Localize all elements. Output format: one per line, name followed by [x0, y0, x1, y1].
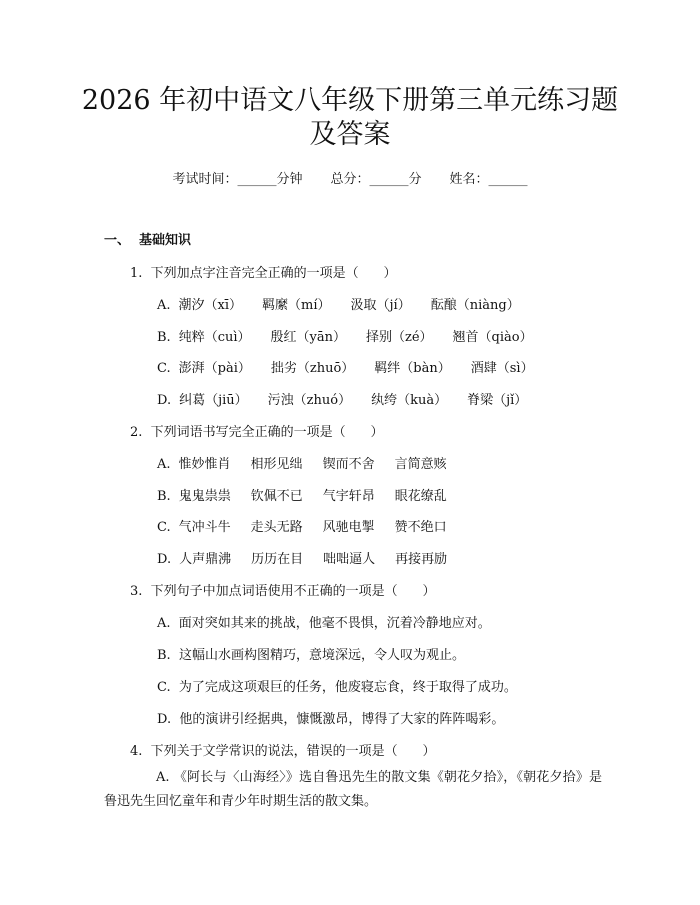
option-word: 污浊（zhuó）: [267, 393, 352, 408]
question-4-option-a: A. 《阿长与〈山海经〉》选自鲁迅先生的散文集《朝花夕拾》，《朝花夕拾》是鲁迅先生回忆童年和青少年时期生活的散文集。: [104, 770, 602, 809]
question-1-option-d: [157, 389, 547, 408]
option-word: 眼花缭乱: [394, 489, 447, 504]
option-word: 历历在目: [251, 552, 304, 567]
option-word: 赞不绝口: [394, 520, 447, 535]
option-word: 纠葛（jiū）: [179, 393, 248, 408]
option-letter: C.: [157, 361, 171, 376]
option-word: 走头无路: [250, 520, 303, 535]
option-word: 言简意赅: [394, 457, 447, 472]
question-3-stem: 3. 下列句子中加点词语使用不正确的一项是（ ）: [130, 584, 436, 599]
option-letter: B.: [157, 330, 171, 345]
question-3-option-b: B. 这幅山水画构图精巧，意境深远，令人叹为观止。: [157, 648, 465, 663]
question-2-option-c: [157, 516, 467, 535]
exam-score: 总分：______分: [330, 172, 422, 187]
option-word: 澎湃（pài）: [178, 361, 251, 376]
option-word: 纨绔（kuà）: [371, 393, 448, 408]
option-word: 人声鼎沸: [179, 552, 232, 567]
option-word: 风驰电掣: [322, 520, 375, 535]
question-3-option-a: A. 面对突如其来的挑战，他毫不畏惧，沉着冷静地应对。: [157, 616, 491, 631]
option-letter: C.: [157, 520, 171, 535]
student-name: 姓名：______: [449, 172, 528, 187]
question-3-option-d: D. 他的演讲引经据典，慷慨激昂，博得了大家的阵阵喝彩。: [157, 712, 505, 727]
exam-meta: [0, 168, 700, 187]
question-3-option-c: C. 为了完成这项艰巨的任务，他废寝忘食，终于取得了成功。: [157, 680, 517, 695]
section-heading: 一、 基础知识: [104, 233, 192, 248]
question-1-stem: 1. 下列加点字注音完全正确的一项是（ ）: [130, 266, 397, 281]
question-4-stem: 4. 下列关于文学常识的说法，错误的一项是（ ）: [130, 744, 436, 759]
question-2-option-d: [157, 548, 467, 567]
option-letter: D.: [157, 393, 172, 408]
option-letter: B.: [157, 489, 171, 504]
option-word: 惟妙惟肖: [178, 457, 231, 472]
option-word: 钦佩不已: [250, 489, 303, 504]
option-word: 再接再励: [395, 552, 448, 567]
option-word: 择别（zé）: [365, 330, 433, 345]
question-1-option-a: [157, 294, 540, 313]
option-word: 翘首（qiào）: [452, 330, 533, 345]
question-1-option-b: [157, 326, 553, 345]
question-1-option-c: [157, 357, 554, 376]
document-title-continued: 及答案: [309, 119, 391, 150]
question-2-option-a: [157, 453, 467, 472]
option-word: 拙劣（zhuō）: [270, 361, 355, 376]
question-2-option-b: [157, 485, 467, 504]
question-2-stem: 2. 下列词语书写完全正确的一项是（ ）: [130, 425, 384, 440]
option-word: 锲而不舍: [322, 457, 375, 472]
option-word: 酒肆（sì）: [470, 361, 534, 376]
option-word: 鬼鬼祟祟: [178, 489, 231, 504]
option-word: 气宇轩昂: [322, 489, 375, 504]
option-letter: A.: [157, 457, 171, 472]
option-word: 潮汐（xī）: [178, 298, 243, 313]
option-word: 气冲斗牛: [178, 520, 231, 535]
option-word: 脊梁（jǐ）: [467, 393, 528, 408]
option-word: 汲取（jí）: [350, 298, 411, 313]
option-word: 咄咄逼人: [323, 552, 376, 567]
document-title: 2026 年初中语文八年级下册第三单元练习题: [81, 85, 619, 116]
option-word: 羁縻（mí）: [262, 298, 331, 313]
option-word: 相形见绌: [250, 457, 303, 472]
option-word: 酝酿（niàng）: [430, 298, 520, 313]
option-word: 羁绊（bàn）: [374, 361, 451, 376]
option-letter: A.: [157, 298, 171, 313]
option-word: 殷红（yān）: [270, 330, 346, 345]
option-letter: D.: [157, 552, 172, 567]
exam-time: 考试时间：______分钟: [172, 172, 303, 187]
option-word: 纯粹（cuì）: [178, 330, 251, 345]
